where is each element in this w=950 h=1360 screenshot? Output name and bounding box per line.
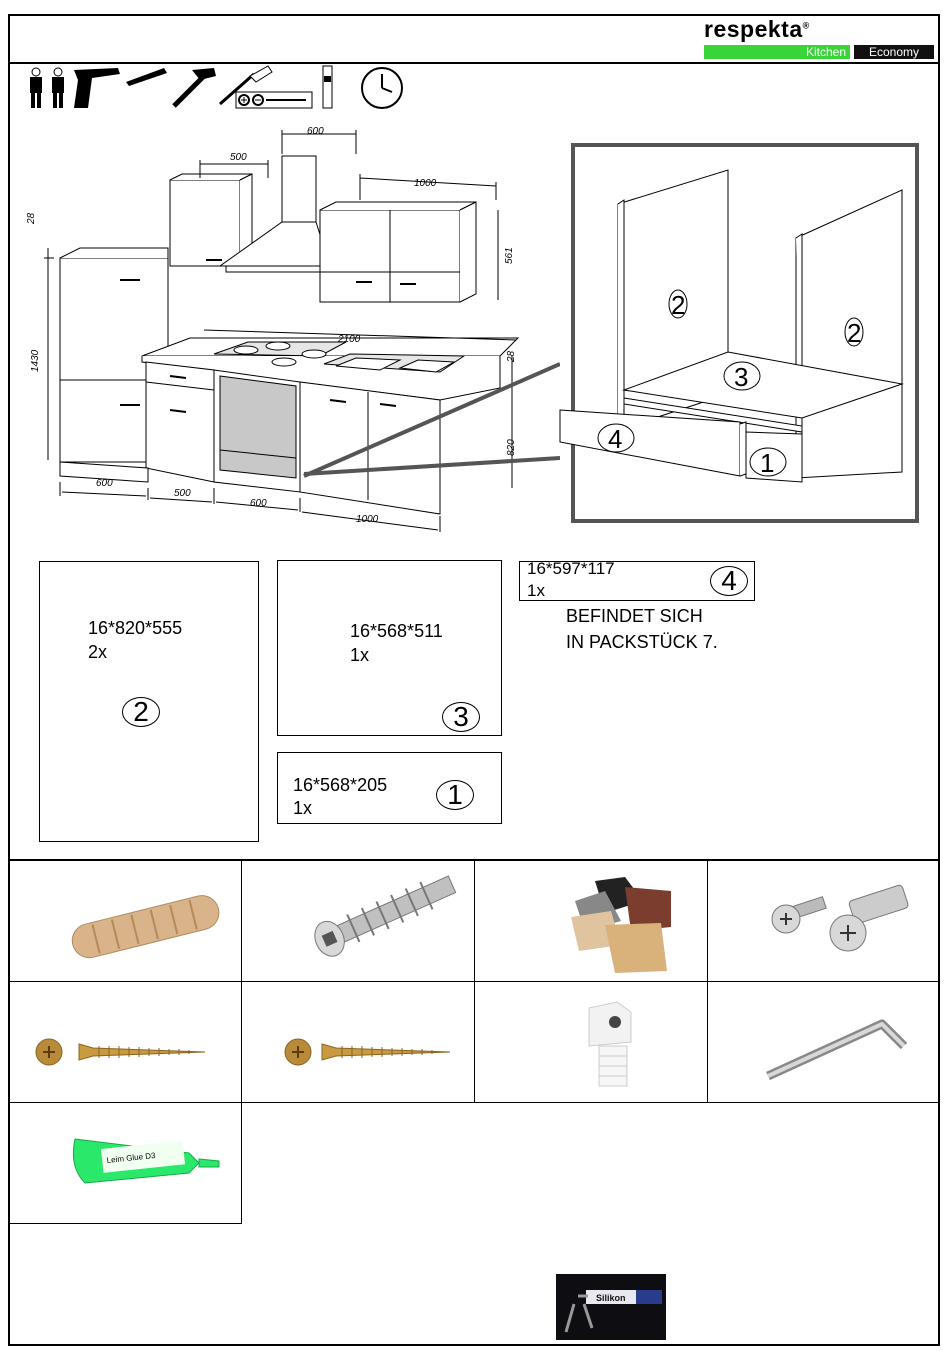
dim-28-right: 28: [506, 350, 517, 362]
part-3-label: 3: [442, 702, 480, 732]
detail-label-1: 1: [760, 448, 775, 478]
kitchen-drawing: [20, 120, 560, 540]
spirit-level-icon: [323, 66, 332, 108]
screwdriver-bits-icon: [236, 92, 312, 108]
part-1-panel: [277, 752, 502, 824]
part-1-label: 1: [436, 780, 474, 810]
brand-name: respekta: [704, 16, 803, 42]
two-people-icon: [30, 68, 64, 108]
silicone-gun-image: [556, 1274, 666, 1340]
part-4-note-line1: BEFINDET SICH: [566, 606, 703, 626]
part-1-qty: 1x: [293, 798, 313, 818]
hammer-icon: [174, 68, 216, 106]
cover-caps-icon: [475, 861, 709, 983]
hw-long-screw-cell: [8, 981, 242, 1103]
connecting-bolts-icon: [708, 861, 941, 983]
dim-820: 820: [506, 439, 517, 456]
hw-connector-screw-cell: [241, 860, 475, 982]
glue-tube-icon: [9, 1103, 243, 1225]
part-4-dims: 16*597*117: [527, 559, 615, 578]
detail-label-2a: 2: [671, 290, 686, 320]
drill-bit-icon: [126, 68, 167, 86]
hw-short-screw-cell: [241, 981, 475, 1103]
hw-cover-caps-cell: [474, 860, 708, 982]
part-4-panel: [519, 561, 755, 601]
part-4-note-line2: IN PACKSTÜCK 7.: [566, 632, 718, 652]
silicone-label: Silikon: [596, 1293, 626, 1303]
brand-logo: [704, 16, 934, 59]
part-3-dims: 16*568*511: [350, 621, 443, 641]
tool-icons: [14, 64, 414, 112]
hw-bolts-cell: [707, 860, 940, 982]
part-3-panel: [277, 560, 502, 736]
detail-label-2b: 2: [847, 318, 862, 348]
base-cabinet-500: [146, 362, 214, 482]
wood-screw-short-icon: [242, 982, 476, 1104]
connector-screw-icon: [242, 861, 476, 983]
part-2-qty: 2x: [88, 642, 108, 662]
dim-600-top: 600: [307, 126, 324, 137]
part-4-label: 4: [710, 566, 748, 596]
registered-mark: ®: [802, 20, 810, 31]
dim-561: 561: [504, 247, 515, 264]
assembly-detail: [556, 142, 922, 526]
wall-cabinet-500: [170, 180, 240, 266]
hw-dowel-cell: [8, 860, 242, 982]
dim-28-left: 28: [26, 212, 37, 224]
detail-label-3: 3: [734, 362, 749, 392]
clock-icon: [362, 68, 402, 108]
brand-economy: Economy: [854, 45, 934, 59]
dim-500-bottom: 500: [174, 488, 191, 499]
part-3-qty: 1x: [350, 645, 370, 665]
dim-1000-bottom: 1000: [356, 514, 379, 525]
part-4-qty: 1x: [527, 581, 545, 600]
part-1-dims: 16*568*205: [293, 775, 388, 795]
part-2-label: 2: [122, 697, 160, 727]
dim-600b-bottom: 600: [250, 498, 267, 509]
part-2-panel: [39, 561, 259, 842]
dim-1000-top: 1000: [414, 178, 437, 189]
dim-2100: 2100: [338, 334, 361, 345]
detail-label-4: 4: [608, 424, 623, 454]
wood-screw-long-icon: [9, 982, 243, 1104]
dim-500-top: 500: [230, 152, 247, 163]
part-2-dims: 16*820*555: [88, 618, 183, 638]
dim-600-bottom: 600: [96, 478, 113, 489]
shelf-support-icon: [475, 982, 709, 1104]
cooker-hood-chimney: [282, 156, 316, 222]
hw-glue-cell: [8, 1102, 242, 1224]
hw-allen-key-cell: [707, 981, 940, 1103]
dim-1430: 1430: [30, 349, 41, 372]
glue-label: Leim Glue D3: [106, 1150, 156, 1165]
allen-key-icon: [708, 982, 941, 1104]
brand-kitchen: Kitchen: [704, 45, 850, 59]
silicone-gun-icon: [556, 1274, 666, 1340]
wooden-dowel-icon: [9, 861, 243, 983]
hw-shelf-support-cell: [474, 981, 708, 1103]
drill-icon: [74, 68, 120, 108]
